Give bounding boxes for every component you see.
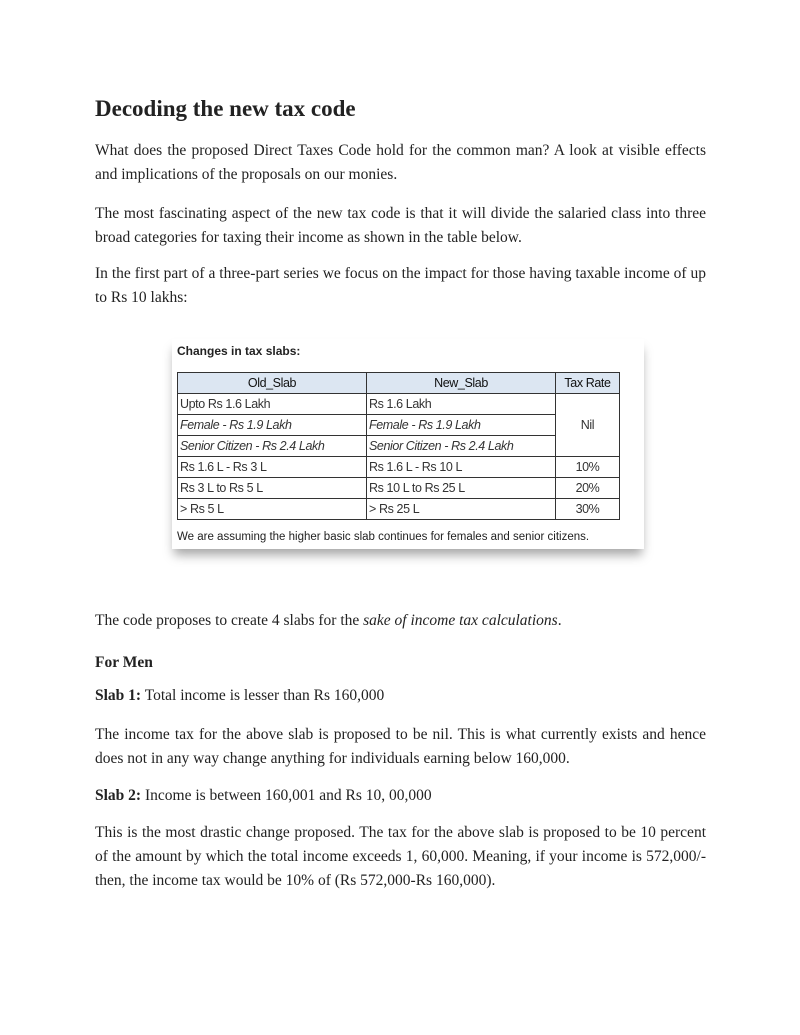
- old-slab-cell: Upto Rs 1.6 Lakh: [178, 394, 367, 415]
- table-row: [178, 415, 620, 436]
- table-row: [178, 457, 620, 478]
- figure-caption: Changes in tax slabs:: [177, 344, 301, 358]
- tax-rate-cell: 20%: [556, 478, 620, 499]
- slab-label: Slab 2:: [95, 787, 142, 804]
- text: The code proposes to create 4 slabs for the: [95, 612, 364, 629]
- tax-rate-cell: 30%: [556, 499, 620, 520]
- tax-slab-figure: [172, 339, 644, 549]
- tax-slab-table: [177, 372, 620, 520]
- column-header: Old_Slab: [178, 373, 367, 394]
- old-slab-cell: Rs 1.6 L - Rs 3 L: [178, 457, 367, 478]
- new-slab-cell: Senior Citizen - Rs 2.4 Lakh: [367, 436, 556, 457]
- paragraph: The most fascinating aspect of the new tax code is that it will divide the salaried class into three broad categories for taxing their income as shown in the table below.: [95, 205, 706, 246]
- column-header: Tax Rate: [556, 373, 620, 394]
- table-row: [178, 499, 620, 520]
- intro-paragraph: What does the proposed Direct Taxes Code hold for the common man? A look at visible effects and implications of the proposals on our monies.: [95, 142, 706, 183]
- paragraph: This is the most drastic change proposed. The tax for the above slab is proposed to be 10 percent of the amount by which the total income exceeds 1, 60,000. Meaning, if your income is 572,000/- then, the income tax would be 10% of (Rs 572,000-Rs 160,000).: [95, 824, 706, 889]
- text: Income is between 160,001 and Rs 10, 00,000: [141, 787, 432, 804]
- paragraph: The income tax for the above slab is proposed to be nil. This is what currently exists and hence does not in any way change anything for individuals earning below 160,000.: [95, 726, 706, 767]
- text: .: [557, 612, 562, 629]
- table-row: [178, 394, 620, 415]
- new-slab-cell: Rs 10 L to Rs 25 L: [367, 478, 556, 499]
- table-row: [178, 436, 620, 457]
- old-slab-cell: > Rs 5 L: [178, 499, 367, 520]
- tax-rate-cell: Nil: [556, 394, 620, 457]
- slab-label: Slab 1:: [95, 687, 142, 704]
- new-slab-cell: Rs 1.6 L - Rs 10 L: [367, 457, 556, 478]
- figure-note: We are assuming the higher basic slab continues for females and senior citizens.: [177, 531, 590, 543]
- emphasis-text: sake of income tax calculations: [363, 612, 558, 629]
- table-row: [178, 478, 620, 499]
- new-slab-cell: Female - Rs 1.9 Lakh: [367, 415, 556, 436]
- table-header-row: [178, 373, 620, 394]
- paragraph: [95, 784, 706, 808]
- text: Total income is lesser than Rs 160,000: [141, 687, 385, 704]
- new-slab-cell: > Rs 25 L: [367, 499, 556, 520]
- tax-rate-cell: 10%: [556, 457, 620, 478]
- old-slab-cell: Female - Rs 1.9 Lakh: [178, 415, 367, 436]
- column-header: New_Slab: [367, 373, 556, 394]
- old-slab-cell: Rs 3 L to Rs 5 L: [178, 478, 367, 499]
- new-slab-cell: Rs 1.6 Lakh: [367, 394, 556, 415]
- paragraph: In the first part of a three-part series we focus on the impact for those having taxable income of up to Rs 10 lakhs:: [95, 265, 706, 306]
- paragraph: [95, 609, 706, 633]
- old-slab-cell: Senior Citizen - Rs 2.4 Lakh: [178, 436, 367, 457]
- page-title: Decoding the new tax code: [95, 96, 356, 121]
- paragraph: [95, 684, 706, 708]
- section-heading: For Men: [95, 654, 153, 671]
